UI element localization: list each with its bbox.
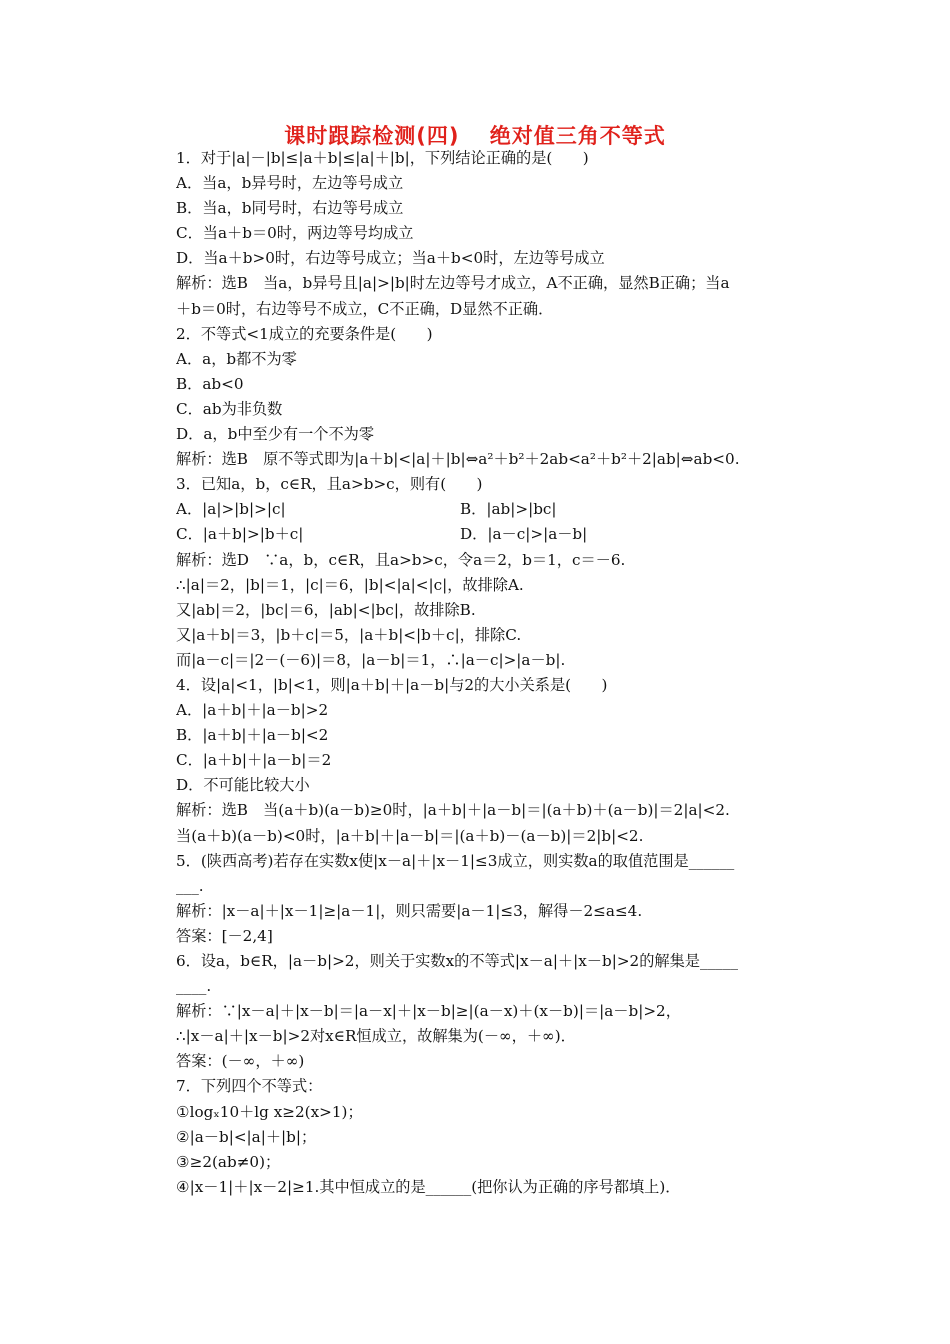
text-line: 4．设|a|<1，|b|<1，则|a＋b|＋|a－b|与2的大小关系是( ) (176, 675, 608, 694)
text-line: 又|ab|＝2，|bc|＝6，|ab|<|bc|，故排除B. (176, 600, 476, 619)
text-line: 解析：∵|x－a|＋|x－b|＝|a－x|＋|x－b|≥|(a－x)＋(x－b)|＝|a－b|>2， (176, 1002, 681, 1021)
text-line: D．当a＋b>0时，右边等号成立；当a＋b<0时，左边等号成立 (176, 249, 605, 268)
text-line: ＋b＝0时，右边等号不成立，C不正确，D显然不正确． (176, 299, 554, 318)
text-line: 而|a－c|＝|2－(－6)|＝8，|a－b|＝1，∴|a－c|>|a－b|. (176, 650, 566, 669)
text-line: 解析：选B 原不等式即为|a＋b|<|a|＋|b|⇔a²＋b²＋2ab<a²＋b²＋2|ab|⇔ab<0. (176, 450, 740, 469)
option-text: A．|a|>|b|>|c| (176, 500, 286, 519)
text-line (176, 497, 812, 522)
text-line: ④|x－1|＋|x－2|≥1.其中恒成立的是______(把你认为正确的序号都填上)． (176, 1177, 681, 1196)
text-line: ③≥2(ab≠0)； (176, 1152, 281, 1171)
text-line: 6．设a，b∈R，|a－b|>2，则关于实数x的不等式|x－a|＋|x－b|>2的解集是_____ (176, 952, 738, 970)
text-line: A．a，b都不为零 (176, 349, 297, 368)
text-line: B．当a，b同号时，右边等号成立 (176, 199, 404, 218)
text-line: ①logₓ10＋lg x≥2(x>1)； (176, 1102, 363, 1121)
text-line: B．|a＋b|＋|a－b|<2 (176, 726, 329, 745)
text-line: 7．下列四个不等式： (176, 1077, 323, 1096)
text-line: ②|a－b|<|a|＋|b|； (176, 1127, 317, 1146)
option-text: D．|a－c|>|a－b| (460, 525, 588, 544)
text-line: ___. (176, 876, 204, 895)
text-line: ∴|a|＝2，|b|＝1，|c|＝6，|b|<|a|<|c|，故排除A. (176, 575, 524, 594)
text-line: 当(a＋b)(a－b)<0时，|a＋b|＋|a－b|＝|(a＋b)－(a－b)|＝2|b|<2. (176, 826, 644, 845)
text-line: A．|a＋b|＋|a－b|>2 (176, 701, 329, 720)
text-line: A．当a，b异号时，左边等号成立 (176, 174, 404, 193)
text-line: 又|a＋b|＝3，|b＋c|＝5，|a＋b|<|b＋c|，排除C. (176, 625, 522, 644)
text-line: C．当a＋b＝0时，两边等号均成立 (176, 224, 414, 243)
text-line: ____. (176, 977, 212, 996)
text-line: 5．(陕西高考)若存在实数x使|x－a|＋|x－1|≤3成立，则实数a的取值范围是______ (176, 851, 735, 870)
text-line: 解析：|x－a|＋|x－1|≥|a－1|，则只需要|a－1|≤3，解得－2≤a≤4. (176, 901, 643, 920)
text-line: 解析：选B 当a，b异号且|a|>|b|时左边等号才成立，A不正确，显然B正确；当a (176, 274, 730, 293)
text-line: 3．已知a，b，c∈R，且a>b>c，则有( ) (176, 475, 483, 494)
text-line: C．|a＋b|＋|a－b|＝2 (176, 751, 332, 770)
text-line: 解析：选B 当(a＋b)(a－b)≥0时，|a＋b|＋|a－b|＝|(a＋b)＋(a－b)|＝2|a|<2. (176, 801, 730, 820)
text-line: C．ab为非负数 (176, 399, 283, 418)
page-title: 课时跟踪检测(四) 绝对值三角不等式 (284, 124, 666, 148)
text-line: 答案：[－2,4] (176, 926, 273, 945)
text-line: D．a，b中至少有一个不为零 (176, 425, 375, 444)
option-text: B．|ab|>|bc| (460, 500, 557, 519)
text-line: 答案：(－∞，＋∞) (176, 1052, 305, 1071)
document-body (176, 146, 812, 1200)
text-line: 1．对于|a|－|b|≤|a＋b|≤|a|＋|b|，下列结论正确的是( ) (176, 149, 589, 167)
text-line (176, 522, 812, 547)
text-line: ∴|x－a|＋|x－b|>2对x∈R恒成立，故解集为(－∞，＋∞)． (176, 1027, 576, 1046)
text-line: B．ab<0 (176, 374, 244, 393)
text-line: 2．不等式<1成立的充要条件是( ) (176, 324, 433, 343)
option-text: C．|a＋b|>|b＋c| (176, 525, 304, 544)
text-line: 解析：选D ∵a，b，c∈R，且a>b>c，令a＝2，b＝1，c＝－6. (176, 550, 626, 569)
text-line: D．不可能比较大小 (176, 776, 310, 795)
